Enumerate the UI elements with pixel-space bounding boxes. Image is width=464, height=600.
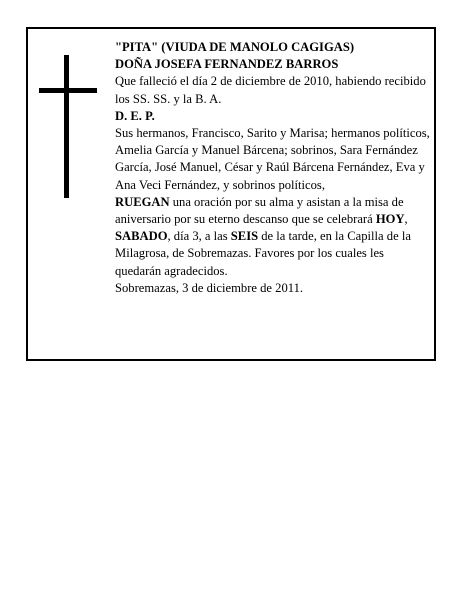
rip-line: D. E. P. <box>115 108 155 123</box>
request-comma: , <box>404 212 408 227</box>
cross-vertical-bar <box>64 55 69 198</box>
notice-text <box>115 39 433 297</box>
deceased-name: DOÑA JOSEFA FERNANDEZ BARROS <box>115 57 339 72</box>
request-text-1: una oración por su alma y asistan a la misa de aniversario por su eterno descanso que se celebrará <box>115 194 404 227</box>
cross-horizontal-bar <box>39 88 97 93</box>
obituary-notice <box>26 27 436 361</box>
cross-icon <box>39 55 97 198</box>
ruegan-word: RUEGAN <box>115 194 170 209</box>
request-text-2: , día 3, a las <box>167 229 231 244</box>
request-text-3: de la tarde, en la Capilla de la Milagrosa, de Sobremazas. Favores por los cuales les quedarán agradecidos. <box>115 229 411 278</box>
nickname-line: "PITA" (VIUDA DE MANOLO CAGIGAS) <box>115 40 355 54</box>
family-list: Sus hermanos, Francisco, Sarito y Marisa; hermanos políticos, Amelia García y Manuel Bárcena; sobrinos, Sara Fernández García, José Manuel, César y Raúl Bárcena Fernández, Eva y Ana Veci Fernández, y sobrinos políticos, <box>115 126 430 192</box>
death-statement: Que falleció el día 2 de diciembre de 2010, habiendo recibido los SS. SS. y la B. A. <box>115 74 426 106</box>
seis-word: SEIS <box>230 229 259 244</box>
mass-request <box>115 194 433 280</box>
hoy-word: HOY <box>375 212 405 227</box>
sabado-word: SABADO <box>115 229 168 244</box>
place-date: Sobremazas, 3 de diciembre de 2011. <box>115 280 304 295</box>
